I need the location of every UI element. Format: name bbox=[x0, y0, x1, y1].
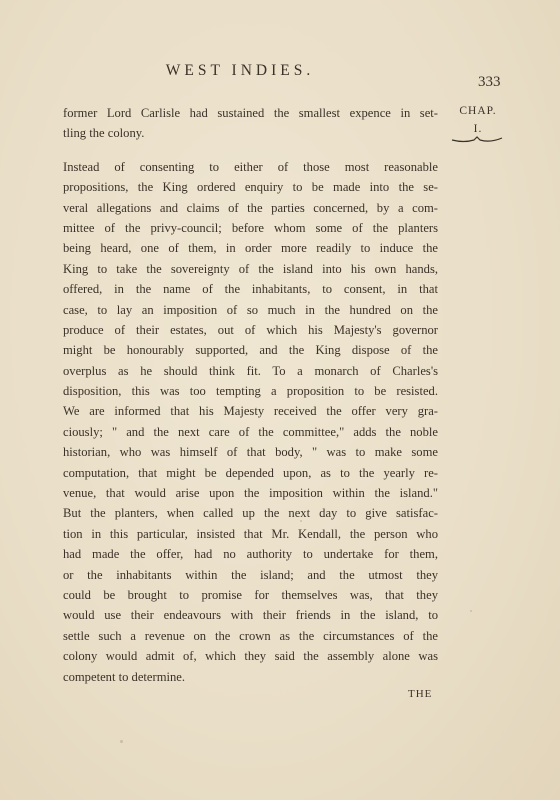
chapter-label: CHAP. bbox=[459, 105, 497, 117]
text-line: ciously; " and the next care of the committee," adds the noble bbox=[63, 424, 438, 439]
text-line: would use their endeavours with their friends in the island, to bbox=[63, 608, 438, 623]
text-line: King to take the sovereignty of the island into his own hands, bbox=[63, 261, 438, 276]
text-line: veral allegations and claims of the parties concerned, by a com- bbox=[63, 200, 438, 215]
text-line: being heard, one of them, in order more readily to induce the bbox=[63, 241, 438, 256]
chapter-side-note bbox=[450, 102, 506, 138]
paper-speck bbox=[120, 740, 123, 743]
text-line: or the inhabitants within the island; and the utmost they bbox=[63, 567, 438, 582]
text-line: propositions, the King ordered enquiry to be made into the se- bbox=[63, 180, 438, 195]
catchword: THE bbox=[408, 688, 433, 700]
body-text bbox=[63, 103, 438, 687]
ornament-swash-icon bbox=[450, 134, 504, 144]
text-line: disposition, this was too tempting a proposition to be resisted. bbox=[63, 384, 438, 399]
text-line: historian, who was himself of that body, " was to make some bbox=[63, 445, 438, 460]
text-line: We are informed that his Majesty received the offer very gra- bbox=[63, 404, 438, 419]
text-line: mittee of the privy-council; before whom some of the planters bbox=[63, 220, 438, 235]
running-head: WEST INDIES. bbox=[165, 62, 315, 79]
text-line: might be honourably supported, and the King dispose of the bbox=[63, 343, 438, 358]
text-line: could be brought to promise for themselves was, that they bbox=[63, 587, 438, 602]
text-line: venue, that would arise upon the imposition within the island." bbox=[63, 486, 438, 501]
text-line: former Lord Carlisle had sustained the smallest expence in set- bbox=[63, 106, 438, 120]
text-line: computation, that might be depended upon, as to the yearly re- bbox=[63, 465, 438, 480]
text-line: colony would admit of, which they said the assembly alone was bbox=[63, 649, 438, 664]
page-number: 333 bbox=[478, 74, 501, 90]
chapter-number: I. bbox=[473, 123, 483, 135]
text-line: tling the colony. bbox=[63, 126, 145, 141]
text-line: produce of their estates, out of which his Majesty's governor bbox=[63, 322, 438, 337]
text-line: But the planters, when called up the next day to give satisfac- bbox=[63, 506, 438, 521]
paper-speck bbox=[470, 610, 472, 612]
paper-speck bbox=[300, 520, 302, 522]
text-line: tion in this particular, insisted that Mr. Kendall, the person who bbox=[63, 526, 438, 541]
text-line: Instead of consenting to either of those most reasonable bbox=[63, 159, 438, 174]
text-line: settle such a revenue on the crown as the circumstances of the bbox=[63, 628, 438, 643]
text-line: had made the offer, had no authority to undertake for them, bbox=[63, 547, 438, 562]
text-line: competent to determine. bbox=[63, 669, 186, 684]
text-line: overplus as he should think fit. To a monarch of Charles's bbox=[63, 363, 438, 378]
text-line: case, to lay an imposition of so much in the hundred on the bbox=[63, 302, 438, 317]
text-line: offered, in the name of the inhabitants, to consent, in that bbox=[63, 282, 438, 297]
